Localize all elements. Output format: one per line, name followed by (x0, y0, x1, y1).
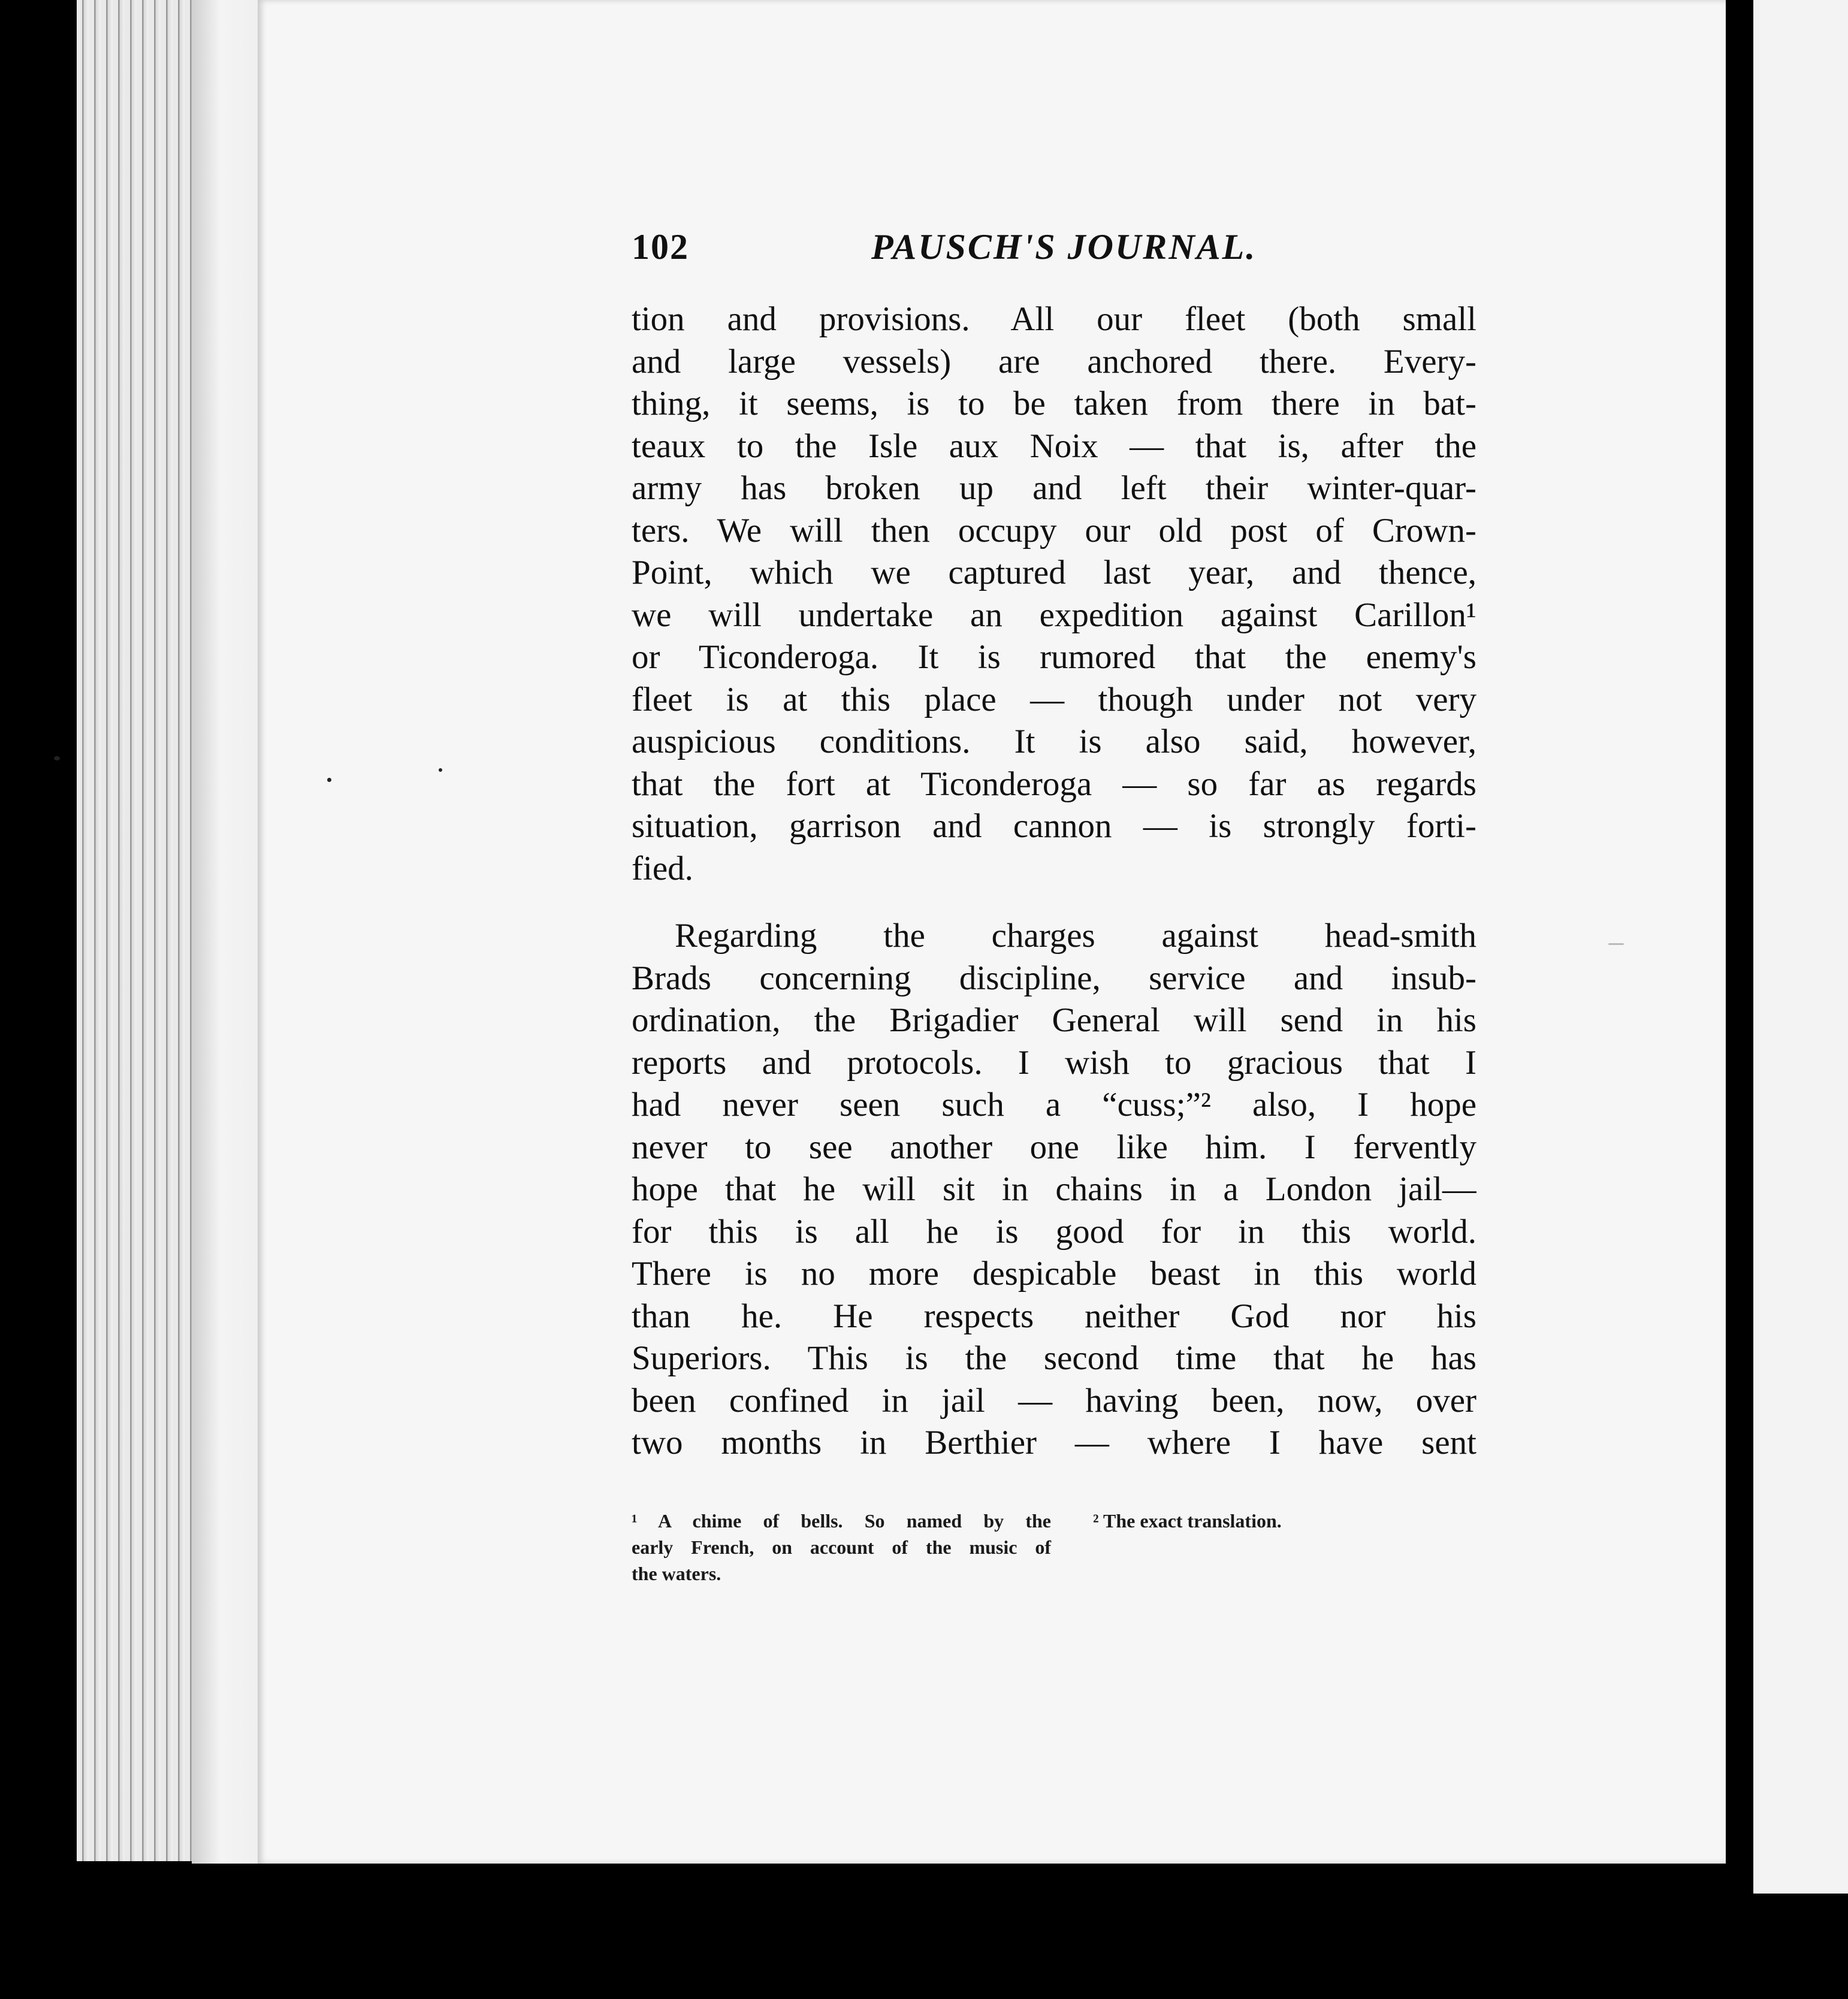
text-line: or Ticonderoga. It is rumored that the enemy's (632, 638, 1476, 676)
text-line: Point, which we captured last year, and thence, (632, 554, 1476, 591)
text-line: been confined in jail — having been, now, over (632, 1381, 1476, 1420)
facing-page-edge (1753, 0, 1848, 1894)
text-line: than he. He respects neither God nor his (632, 1297, 1476, 1335)
gutter-gap (1726, 0, 1753, 1999)
text-line: situation, garrison and cannon — is strongly forti- (632, 807, 1476, 845)
dust-speck (439, 768, 442, 772)
footnote-line: the waters. (632, 1563, 721, 1584)
text-line: never to see another one like him. I fervently (632, 1128, 1476, 1166)
text-line: for this is all he is good for in this world. (632, 1212, 1476, 1251)
text-line: reports and protocols. I wish to gracious that I (632, 1043, 1476, 1082)
text-line: we will undertake an expedition against Carillon¹ (632, 596, 1476, 634)
page-number: 102 (632, 227, 689, 267)
text-line: ters. We will then occupy our old post of Crown- (632, 511, 1476, 549)
running-head (632, 223, 1476, 271)
running-title: PAUSCH'S JOURNAL. (871, 227, 1257, 267)
footnote-line: ¹ A chime of bells. So named by the (632, 1510, 1051, 1532)
text-line: Regarding the charges against head-smith (675, 917, 1476, 955)
text-line: There is no more despicable beast in this world (632, 1255, 1476, 1293)
text-line: tion and provisions. All our fleet (both small (632, 300, 1476, 338)
body-text (632, 298, 1476, 1464)
text-line: auspicious conditions. It is also said, however, (632, 723, 1476, 760)
text-line: fleet is at this place — though under not very (632, 680, 1476, 718)
paragraph-1 (632, 298, 1476, 890)
footnote-line: ² The exact translation. (1093, 1510, 1282, 1532)
text-line: fied. (632, 849, 693, 887)
text-line: teaux to the Isle aux Noix — that is, after the (632, 427, 1476, 465)
page-edge-shadow (192, 0, 264, 1864)
text-line: two months in Berthier — where I have sent (632, 1424, 1476, 1461)
text-line: had never seen such a “cuss;”² also, I hope (632, 1086, 1476, 1124)
text-line: army has broken up and left their winter-quar- (632, 469, 1476, 507)
dust-speck (54, 756, 60, 760)
text-line: hope that he will sit in chains in a London jail— (632, 1170, 1476, 1208)
text-line: thing, it seems, is to be taken from there in bat- (632, 385, 1476, 422)
text-line: and large vessels) are anchored there. Every- (632, 342, 1476, 381)
text-line: that the fort at Ticonderoga — so far as regards (632, 765, 1476, 803)
dust-speck (327, 778, 331, 782)
dust-mark (1608, 943, 1624, 945)
footnote-line: early French, on account of the music of (632, 1536, 1051, 1558)
footnote-1 (632, 1508, 1051, 1587)
paragraph-gap (632, 890, 1476, 915)
text-line: Superiors. This is the second time that he has (632, 1339, 1476, 1377)
footnote-2 (1093, 1508, 1476, 1534)
text-line: ordination, the Brigadier General will send in his (632, 1001, 1476, 1039)
text-line: Brads concerning discipline, service and insub- (632, 959, 1476, 997)
scan-border-bottom (0, 1912, 1848, 1999)
paragraph-2 (632, 915, 1476, 1464)
